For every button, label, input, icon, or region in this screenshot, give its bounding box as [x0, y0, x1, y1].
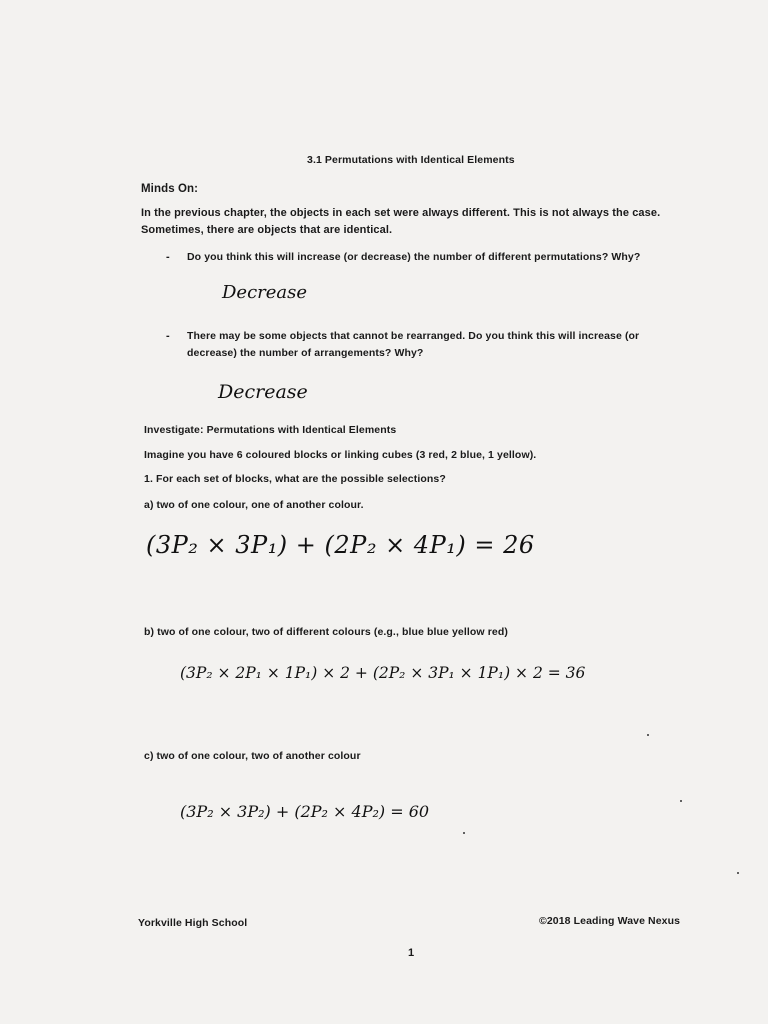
bullet-2: -: [166, 330, 170, 342]
speck: [680, 800, 682, 802]
speck: [737, 872, 739, 874]
answer-1-handwritten: Decrease: [222, 282, 308, 303]
question-main: 1. For each set of blocks, what are the possible selections?: [144, 473, 446, 485]
question-2-line-2: decrease) the number of arrangements? Why?: [187, 347, 424, 359]
page-number: 1: [408, 947, 415, 959]
footer-school: Yorkville High School: [138, 917, 248, 929]
bullet-1: -: [166, 251, 170, 263]
investigate-intro: Imagine you have 6 coloured blocks or linking cubes (3 red, 2 blue, 1 yellow).: [144, 449, 537, 461]
answer-a-handwritten: (3P₂ × 3P₁) + (2P₂ × 4P₁) = 26: [146, 531, 535, 559]
intro-line-2: Sometimes, there are objects that are identical.: [141, 224, 393, 236]
worksheet-title: 3.1 Permutations with Identical Elements: [307, 154, 515, 166]
question-1: Do you think this will increase (or decrease) the number of different permutations? Why?: [187, 251, 641, 263]
speck: [647, 734, 649, 736]
minds-on-heading: Minds On:: [141, 183, 199, 195]
question-b: b) two of one colour, two of different colours (e.g., blue blue yellow red): [144, 626, 508, 638]
question-a: a) two of one colour, one of another colour.: [144, 499, 364, 511]
answer-2-handwritten: Decrease: [218, 381, 308, 403]
footer-copyright: ©2018 Leading Wave Nexus: [539, 915, 681, 927]
investigate-heading: Investigate: Permutations with Identical Elements: [144, 424, 397, 436]
intro-line-1: In the previous chapter, the objects in each set were always different. This is not always the case.: [141, 207, 661, 219]
answer-b-handwritten: (3P₂ × 2P₁ × 1P₁) × 2 + (2P₂ × 3P₁ × 1P₁) × 2 = 36: [180, 664, 586, 682]
question-c: c) two of one colour, two of another colour: [144, 750, 361, 762]
question-2-line-1: There may be some objects that cannot be rearranged. Do you think this will increase (or: [187, 330, 640, 342]
answer-c-handwritten: (3P₂ × 3P₂) + (2P₂ × 4P₂) = 60: [180, 802, 430, 821]
speck: [463, 832, 465, 834]
